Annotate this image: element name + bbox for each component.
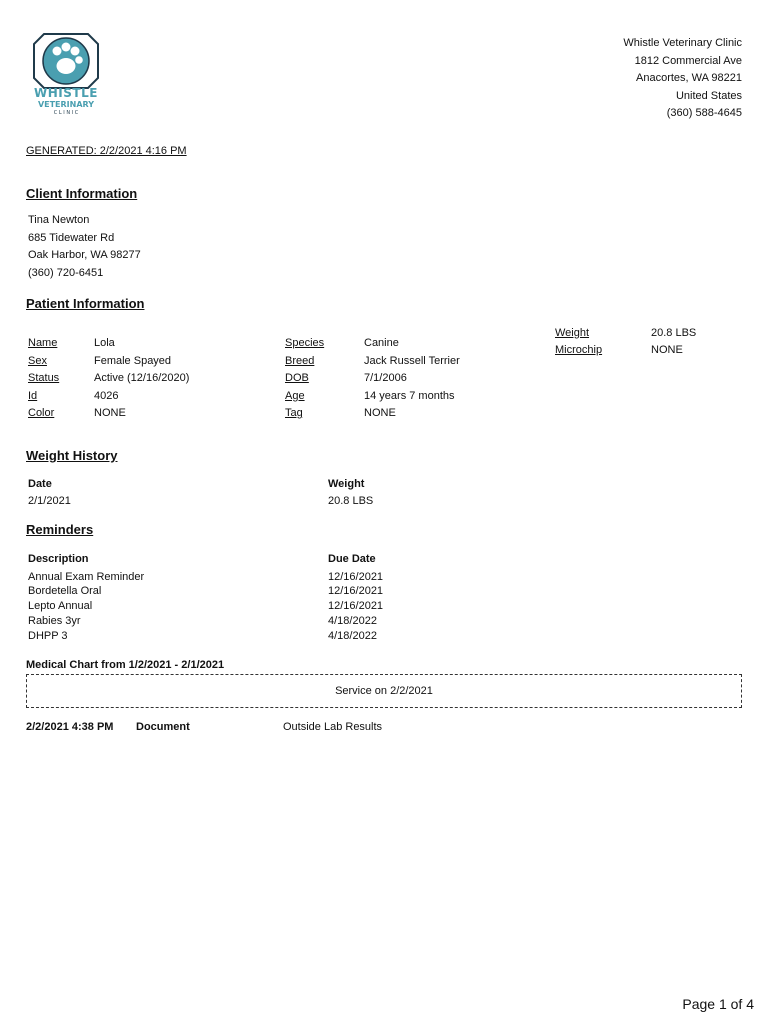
reminder-due-date: 12/16/2021 [328, 585, 384, 597]
weight-col-date: Date [28, 478, 52, 490]
reminder-due-date: 12/16/2021 [328, 571, 384, 583]
clinic-country: United States [675, 90, 742, 102]
reminder-due-date: 12/16/2021 [328, 600, 384, 612]
logo-text-whistle: WHISTLE [34, 86, 98, 100]
patient-label-id: Id [28, 390, 38, 402]
reminders-title: Reminders [26, 522, 94, 537]
client-info-title: Client Information [26, 186, 138, 201]
patient-info-title: Patient Information [26, 296, 145, 311]
reminders-col-description: Description [28, 553, 89, 565]
page-number: Page 1 of 4 [682, 996, 754, 1012]
medical-entry-description: Outside Lab Results [283, 721, 383, 733]
weight-row-weight: 20.8 LBS [328, 495, 374, 507]
patient-value-id: 4026 [94, 390, 119, 402]
reminder-due-date: 4/18/2022 [328, 630, 377, 642]
patient-value-weight: 20.8 LBS [651, 327, 697, 339]
patient-value-tag: NONE [364, 407, 396, 419]
service-box [26, 674, 742, 708]
patient-label-age: Age [285, 390, 305, 402]
client-street: 685 Tidewater Rd [28, 232, 115, 244]
weight-history-title: Weight History [26, 448, 118, 463]
patient-value-microchip: NONE [651, 344, 683, 356]
patient-value-color: NONE [94, 407, 126, 419]
patient-value-dob: 7/1/2006 [364, 372, 407, 384]
clinic-city: Anacortes, WA 98221 [636, 72, 742, 84]
client-name: Tina Newton [28, 214, 90, 226]
reminders-col-due: Due Date [328, 553, 376, 565]
reminder-description: DHPP 3 [28, 630, 68, 642]
reminder-description: Rabies 3yr [28, 615, 81, 627]
generated-timestamp: GENERATED: 2/2/2021 4:16 PM [26, 145, 187, 157]
reminder-description: Lepto Annual [28, 600, 93, 612]
weight-row-date: 2/1/2021 [28, 495, 71, 507]
patient-label-name: Name [28, 337, 58, 349]
patient-label-dob: DOB [285, 372, 309, 384]
patient-label-weight: Weight [555, 327, 590, 339]
patient-label-tag: Tag [285, 407, 303, 419]
medical-entry-datetime: 2/2/2021 4:38 PM [26, 721, 114, 733]
patient-value-sex: Female Spayed [94, 355, 172, 367]
patient-label-sex: Sex [28, 355, 47, 367]
clinic-name: Whistle Veterinary Clinic [623, 37, 742, 49]
patient-value-age: 14 years 7 months [364, 390, 455, 402]
patient-label-microchip: Microchip [555, 344, 603, 356]
client-phone: (360) 720-6451 [28, 267, 104, 279]
clinic-street: 1812 Commercial Ave [634, 55, 742, 67]
medical-chart-title: Medical Chart from 1/2/2021 - 2/1/2021 [26, 659, 225, 671]
patient-label-color: Color [28, 407, 55, 419]
patient-value-species: Canine [364, 337, 399, 349]
medical-entry-type: Document [136, 721, 190, 733]
reminder-description: Bordetella Oral [28, 585, 102, 597]
weight-col-weight: Weight [328, 478, 365, 490]
reminder-description: Annual Exam Reminder [28, 571, 145, 583]
patient-value-name: Lola [94, 337, 115, 349]
logo-text-veterinary: VETERINARY [37, 100, 95, 109]
patient-label-status: Status [28, 372, 60, 384]
reminder-due-date: 4/18/2022 [328, 615, 377, 627]
paw-icon [30, 30, 102, 92]
patient-value-breed: Jack Russell Terrier [364, 355, 460, 367]
patient-value-status: Active (12/16/2020) [94, 372, 190, 384]
clinic-logo [30, 30, 102, 120]
clinic-phone: (360) 588-4645 [666, 107, 742, 119]
logo-text-clinic: C L I N I C [53, 110, 79, 116]
patient-label-species: Species [285, 337, 325, 349]
patient-label-breed: Breed [285, 355, 315, 367]
service-label: Service on 2/2/2021 [335, 685, 433, 697]
client-city: Oak Harbor, WA 98277 [28, 249, 141, 261]
